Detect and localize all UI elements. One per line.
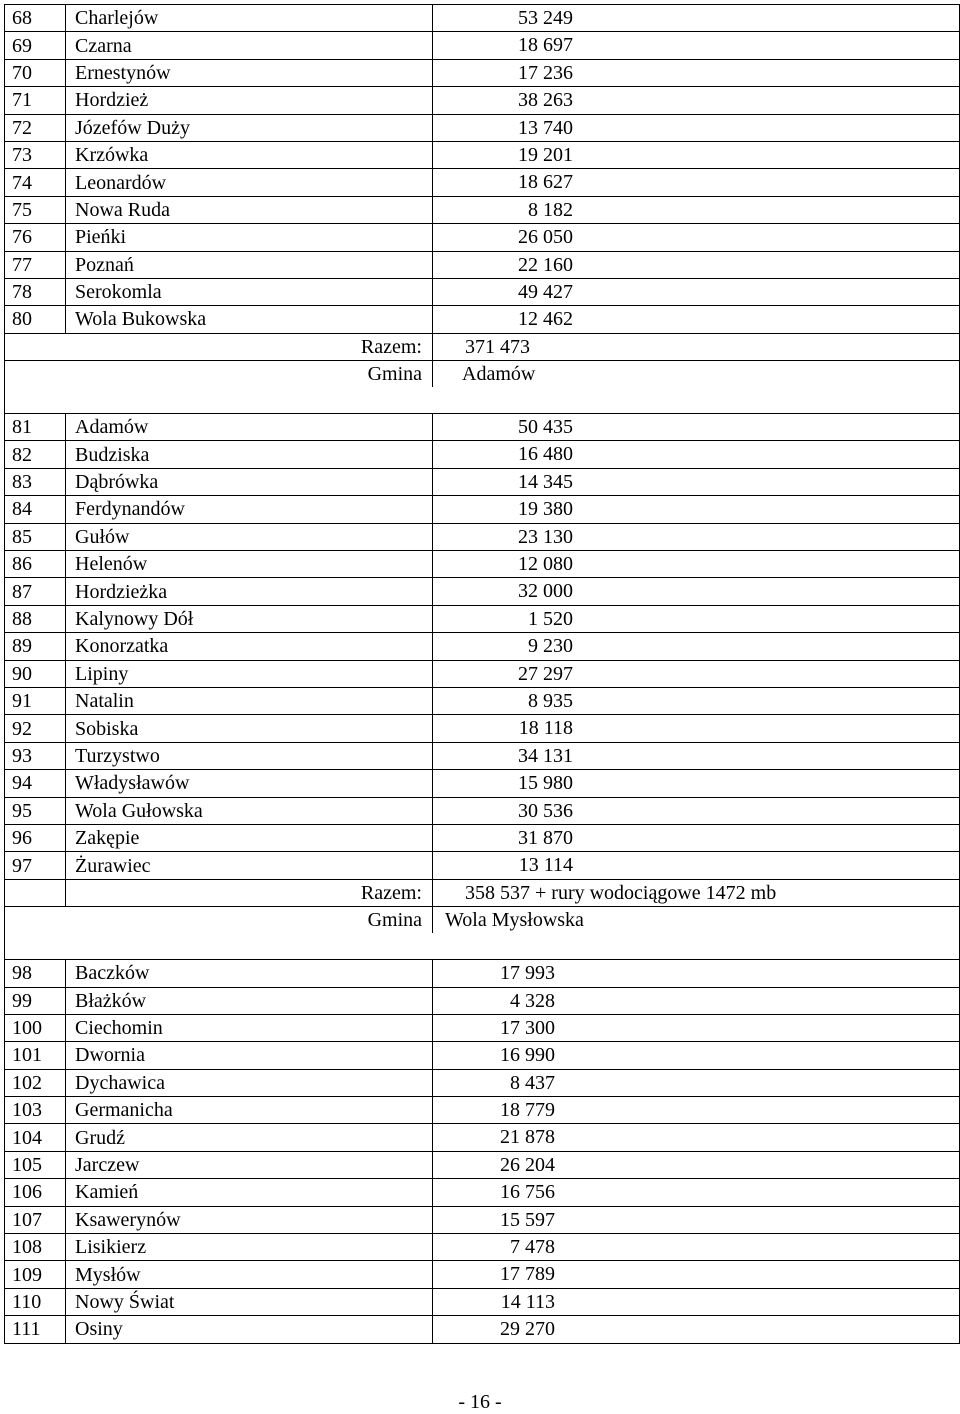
value: 30 536 <box>518 799 573 822</box>
village-name: Ciechomin <box>66 1014 433 1041</box>
village-name: Lisikierz <box>66 1234 433 1261</box>
row-number: 98 <box>5 960 66 987</box>
value: 4 328 <box>510 989 555 1012</box>
village-name: Krzówka <box>66 141 433 168</box>
row-number: 71 <box>5 87 66 114</box>
village-name: Żurawiec <box>66 852 433 879</box>
village-name: Leonardów <box>66 169 433 196</box>
row-number: 86 <box>5 551 66 578</box>
value: 16 756 <box>500 1181 555 1204</box>
table-row <box>5 551 960 578</box>
value-cell <box>433 605 960 632</box>
value: 23 130 <box>518 525 573 548</box>
row-number: 95 <box>5 797 66 824</box>
value-cell <box>433 414 960 441</box>
row-number: 105 <box>5 1151 66 1178</box>
value-cell <box>433 633 960 660</box>
value: 19 201 <box>518 143 573 166</box>
table-row <box>5 687 960 714</box>
row-number: 102 <box>5 1069 66 1096</box>
row-number: 104 <box>5 1124 66 1151</box>
value-cell <box>433 251 960 278</box>
village-name: Hordzież <box>66 87 433 114</box>
village-name: Konorzatka <box>66 633 433 660</box>
table-body <box>5 5 960 334</box>
row-number: 94 <box>5 770 66 797</box>
row-number: 93 <box>5 742 66 769</box>
village-name: Zakępie <box>66 824 433 851</box>
table-row <box>5 1124 960 1151</box>
value-cell <box>433 1014 960 1041</box>
value-cell <box>433 196 960 223</box>
value: 38 263 <box>518 89 573 112</box>
table-row <box>5 1288 960 1315</box>
village-name: Ksawerynów <box>66 1206 433 1233</box>
village-name: Józefów Duży <box>66 114 433 141</box>
table-row <box>5 1179 960 1206</box>
value-cell <box>433 687 960 714</box>
value: 8 935 <box>528 689 573 712</box>
value-cell <box>433 141 960 168</box>
value-cell <box>433 1069 960 1096</box>
table-row <box>5 1014 960 1041</box>
row-number: 73 <box>5 141 66 168</box>
table-block-2 <box>4 413 960 960</box>
table-body <box>5 960 960 1343</box>
value-cell <box>433 278 960 305</box>
table-row <box>5 141 960 168</box>
value-cell <box>433 1316 960 1343</box>
value: 22 160 <box>518 253 573 276</box>
table-row <box>5 960 960 987</box>
value: 32 000 <box>518 580 573 603</box>
value: 26 204 <box>500 1153 555 1176</box>
row-number: 85 <box>5 523 66 550</box>
value: 18 118 <box>518 717 573 740</box>
gmina-name: Wola Mysłowska <box>445 909 584 932</box>
table-row <box>5 414 960 441</box>
value: 15 980 <box>518 772 573 795</box>
value: 31 870 <box>518 826 573 849</box>
table-row <box>5 59 960 86</box>
value-cell <box>433 1097 960 1124</box>
value: 13 114 <box>518 854 573 877</box>
village-name: Władysławów <box>66 770 433 797</box>
value-cell <box>433 770 960 797</box>
village-name: Turzystwo <box>66 742 433 769</box>
value: 16 480 <box>518 443 573 466</box>
page-number: - 16 - <box>458 1391 502 1413</box>
row-number: 70 <box>5 59 66 86</box>
spacer-row <box>5 387 960 414</box>
value-cell <box>433 960 960 987</box>
table-row <box>5 1069 960 1096</box>
row-number: 106 <box>5 1179 66 1206</box>
row-number: 110 <box>5 1288 66 1315</box>
village-name: Ernestynów <box>66 59 433 86</box>
table-row <box>5 578 960 605</box>
village-name: Ferdynandów <box>66 496 433 523</box>
village-name: Osiny <box>66 1316 433 1343</box>
village-name: Gułów <box>66 523 433 550</box>
row-number: 88 <box>5 605 66 632</box>
village-name: Dąbrówka <box>66 468 433 495</box>
gmina-row <box>5 361 960 388</box>
value: 17 236 <box>518 61 573 84</box>
village-name: Natalin <box>66 687 433 714</box>
row-number: 111 <box>5 1316 66 1343</box>
value: 19 380 <box>518 498 573 521</box>
village-name: Mysłów <box>66 1261 433 1288</box>
table-row <box>5 824 960 851</box>
village-name: Serokomla <box>66 278 433 305</box>
gmina-name: Adamów <box>462 363 536 386</box>
row-number: 84 <box>5 496 66 523</box>
table-row <box>5 169 960 196</box>
value-cell <box>433 306 960 333</box>
row-number: 69 <box>5 32 66 59</box>
value: 49 427 <box>518 280 573 303</box>
summary-section <box>5 879 960 959</box>
table-row <box>5 715 960 742</box>
razem-value: 358 537 + rury wodociągowe 1472 mb <box>465 881 777 904</box>
row-number: 109 <box>5 1261 66 1288</box>
value-cell <box>433 224 960 251</box>
table-row <box>5 1151 960 1178</box>
table-row <box>5 797 960 824</box>
table-row <box>5 1206 960 1233</box>
value: 15 597 <box>500 1208 555 1231</box>
row-number: 81 <box>5 414 66 441</box>
value: 17 300 <box>500 1016 555 1039</box>
village-name: Budziska <box>66 441 433 468</box>
table-row <box>5 87 960 114</box>
value-cell <box>433 1206 960 1233</box>
row-number: 75 <box>5 196 66 223</box>
village-name: Czarna <box>66 32 433 59</box>
row-number: 92 <box>5 715 66 742</box>
row-number: 82 <box>5 441 66 468</box>
row-number: 108 <box>5 1234 66 1261</box>
value: 34 131 <box>518 744 573 767</box>
village-name: Charlejów <box>66 5 433 32</box>
table-block-1 <box>4 4 960 414</box>
razem-label: Razem: <box>360 881 422 904</box>
row-number: 83 <box>5 468 66 495</box>
value-cell <box>433 468 960 495</box>
value: 14 113 <box>500 1290 555 1313</box>
value-cell <box>433 32 960 59</box>
village-name: Nowy Świat <box>66 1288 433 1315</box>
value: 8 437 <box>510 1071 555 1094</box>
value-cell <box>433 496 960 523</box>
village-name: Germanicha <box>66 1097 433 1124</box>
table-row <box>5 1042 960 1069</box>
row-number: 74 <box>5 169 66 196</box>
table-row <box>5 660 960 687</box>
table-row <box>5 441 960 468</box>
table-row <box>5 633 960 660</box>
value-cell <box>433 824 960 851</box>
value-cell <box>433 114 960 141</box>
value: 12 462 <box>518 308 573 331</box>
razem-value: 371 473 <box>465 335 530 358</box>
table-row <box>5 770 960 797</box>
document-table <box>4 4 959 1344</box>
table-row <box>5 278 960 305</box>
row-number: 68 <box>5 5 66 32</box>
value-cell <box>433 1042 960 1069</box>
village-name: Dychawica <box>66 1069 433 1096</box>
row-number: 100 <box>5 1014 66 1041</box>
value: 18 627 <box>518 171 573 194</box>
value-cell <box>433 523 960 550</box>
gmina-label: Gmina <box>367 909 422 932</box>
village-name: Nowa Ruda <box>66 196 433 223</box>
village-name: Pieńki <box>66 224 433 251</box>
row-number: 87 <box>5 578 66 605</box>
value-cell <box>433 59 960 86</box>
table-row <box>5 852 960 879</box>
table-row <box>5 742 960 769</box>
table-row <box>5 32 960 59</box>
value: 53 249 <box>518 7 573 29</box>
value: 21 878 <box>500 1126 555 1149</box>
spacer-row <box>5 933 960 960</box>
table-row <box>5 196 960 223</box>
table-row <box>5 1316 960 1343</box>
village-name: Grudź <box>66 1124 433 1151</box>
value-cell <box>433 852 960 879</box>
value-cell <box>433 1288 960 1315</box>
value: 18 697 <box>518 34 573 57</box>
value-cell <box>433 797 960 824</box>
row-number: 96 <box>5 824 66 851</box>
table-row <box>5 1097 960 1124</box>
value-cell <box>433 660 960 687</box>
value: 16 990 <box>500 1044 555 1067</box>
value: 12 080 <box>518 553 573 576</box>
table-row <box>5 468 960 495</box>
village-name: Dwornia <box>66 1042 433 1069</box>
table-row <box>5 987 960 1014</box>
row-number: 99 <box>5 987 66 1014</box>
value-cell <box>433 1151 960 1178</box>
value-cell <box>433 1124 960 1151</box>
value: 50 435 <box>518 416 573 439</box>
value: 7 478 <box>510 1236 555 1259</box>
table-row <box>5 306 960 333</box>
village-name: Sobiska <box>66 715 433 742</box>
table-row <box>5 496 960 523</box>
value-cell <box>433 5 960 32</box>
gmina-label: Gmina <box>367 363 422 386</box>
razem-label: Razem: <box>360 335 422 358</box>
value: 29 270 <box>500 1318 555 1341</box>
table-row <box>5 114 960 141</box>
value: 27 297 <box>518 662 573 685</box>
value: 13 740 <box>518 116 573 139</box>
village-name: Błażków <box>66 987 433 1014</box>
row-number: 97 <box>5 852 66 879</box>
village-name: Jarczew <box>66 1151 433 1178</box>
value-cell <box>433 987 960 1014</box>
value-cell <box>433 87 960 114</box>
value-cell <box>433 1261 960 1288</box>
razem-row <box>5 879 960 906</box>
summary-section <box>5 333 960 413</box>
village-name: Adamów <box>66 414 433 441</box>
value-cell <box>433 441 960 468</box>
table-row <box>5 605 960 632</box>
village-name: Lipiny <box>66 660 433 687</box>
row-number: 80 <box>5 306 66 333</box>
value-cell <box>433 169 960 196</box>
row-number: 77 <box>5 251 66 278</box>
table-body <box>5 414 960 880</box>
value: 9 230 <box>528 635 573 658</box>
value-cell <box>433 742 960 769</box>
value: 17 993 <box>500 962 555 985</box>
row-number: 91 <box>5 687 66 714</box>
gmina-row <box>5 907 960 934</box>
row-number: 76 <box>5 224 66 251</box>
value-cell <box>433 715 960 742</box>
table-row <box>5 224 960 251</box>
table-row <box>5 251 960 278</box>
value: 8 182 <box>528 198 573 221</box>
table-row <box>5 523 960 550</box>
village-name: Wola Gułowska <box>66 797 433 824</box>
value: 26 050 <box>518 226 573 249</box>
table-block-3 <box>4 959 960 1343</box>
row-number: 90 <box>5 660 66 687</box>
value-cell <box>433 1179 960 1206</box>
village-name: Helenów <box>66 551 433 578</box>
row-number: 72 <box>5 114 66 141</box>
row-number: 101 <box>5 1042 66 1069</box>
row-number: 89 <box>5 633 66 660</box>
value-cell <box>433 578 960 605</box>
table-row <box>5 5 960 32</box>
village-name: Kamień <box>66 1179 433 1206</box>
village-name: Wola Bukowska <box>66 306 433 333</box>
village-name: Kalynowy Dół <box>66 605 433 632</box>
table-row <box>5 1234 960 1261</box>
table-row <box>5 1261 960 1288</box>
village-name: Baczków <box>66 960 433 987</box>
razem-row <box>5 333 960 360</box>
value-cell <box>433 1234 960 1261</box>
village-name: Poznań <box>66 251 433 278</box>
row-number: 103 <box>5 1097 66 1124</box>
row-number: 78 <box>5 278 66 305</box>
value: 18 779 <box>500 1099 555 1122</box>
row-number: 107 <box>5 1206 66 1233</box>
value: 17 789 <box>500 1263 555 1286</box>
value: 1 520 <box>528 607 573 630</box>
value-cell <box>433 551 960 578</box>
value: 14 345 <box>518 470 573 493</box>
village-name: Hordzieżka <box>66 578 433 605</box>
